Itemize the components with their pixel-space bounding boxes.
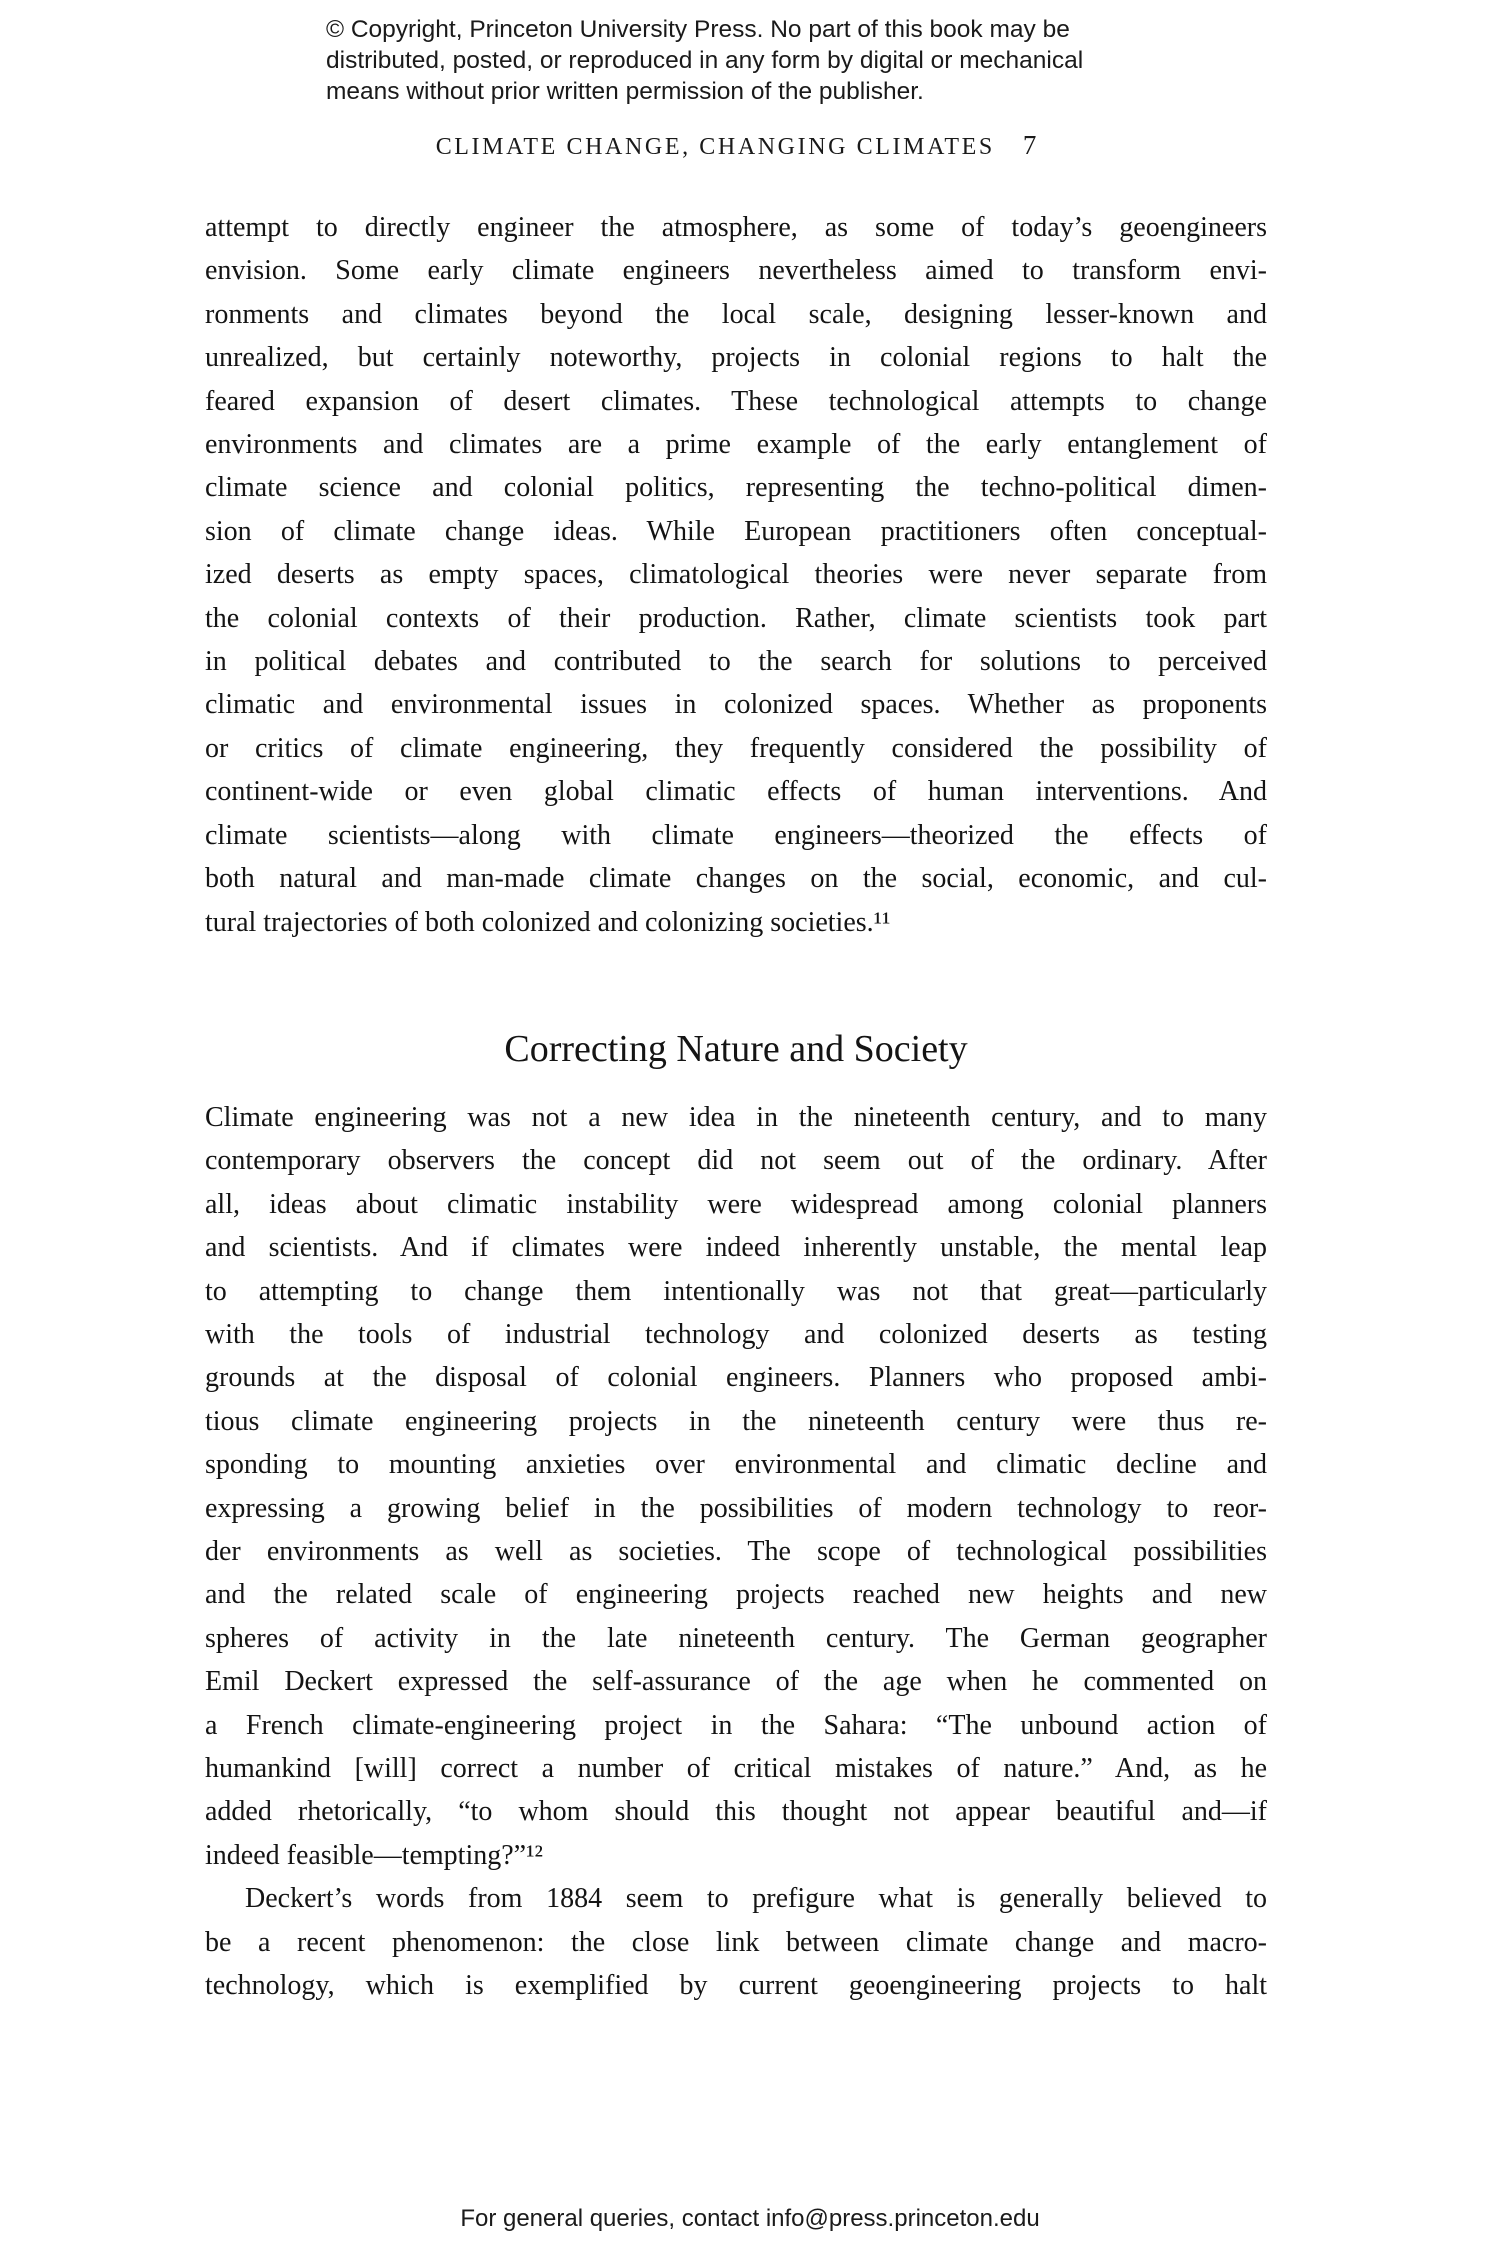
copyright-notice: [326, 14, 1206, 107]
text-line: expressing a growing belief in the possibilities of modern technology to reor-: [205, 1492, 1267, 1524]
text-line: climate scientists—along with climate engineers—theorized the effects of: [205, 819, 1267, 851]
text-line: continent-wide or even global climatic effects of human interventions. And: [205, 776, 1267, 808]
text-line: in political debates and contributed to the search for solutions to perceived: [205, 646, 1267, 678]
text-line: technology, which is exemplified by current geoengineering projects to halt: [205, 1970, 1267, 2002]
text-line: der environments as well as societies. The scope of technological possibilities: [205, 1535, 1267, 1567]
text-line: and scientists. And if climates were indeed inherently unstable, the mental leap: [205, 1232, 1267, 1264]
text-line: Deckert’s words from 1884 seem to prefigure what is generally believed to: [245, 1883, 1267, 1915]
paragraph: [205, 1877, 1267, 2007]
paragraph: [205, 206, 1267, 944]
text-line: tious climate engineering projects in the nineteenth century were thus re-: [205, 1405, 1267, 1437]
text-line: climatic and environmental issues in colonized spaces. Whether as proponents: [205, 689, 1267, 721]
copyright-line: means without prior written permission of the publisher.: [326, 78, 924, 105]
text-line: grounds at the disposal of colonial engineers. Planners who proposed ambi-: [205, 1362, 1267, 1394]
text-line: climate science and colonial politics, representing the techno-political dimen-: [205, 472, 1267, 504]
text-line: environments and climates are a prime example of the early entanglement of: [205, 429, 1267, 461]
text-block: [205, 206, 1267, 2007]
paragraph: [205, 1096, 1267, 1877]
text-line: a French climate-engineering project in the Sahara: “The unbound action of: [205, 1709, 1267, 1741]
text-line: and the related scale of engineering projects reached new heights and new: [205, 1579, 1267, 1611]
text-line: sion of climate change ideas. While European practitioners often conceptual-: [205, 515, 1267, 547]
footer-text: For general queries, contact: [460, 2205, 766, 2232]
text-line: indeed feasible—tempting?”¹²: [205, 1839, 543, 1871]
copyright-line: © Copyright, Princeton University Press. No part of this book may be: [326, 16, 1070, 43]
text-line: feared expansion of desert climates. These technological attempts to change: [205, 385, 1267, 417]
text-line: humankind [will] correct a number of critical mistakes of nature.” And, as he: [205, 1753, 1267, 1784]
text-line: with the tools of industrial technology and colonized deserts as testing: [205, 1318, 1267, 1350]
text-line: sponding to mounting anxieties over environmental and climatic decline and: [205, 1449, 1267, 1481]
running-head: [205, 130, 1267, 161]
text-line: ronments and climates beyond the local scale, designing lesser-known and: [205, 298, 1267, 330]
copyright-line: distributed, posted, or reproduced in any form by digital or mechanical: [326, 47, 1084, 74]
running-head-title: CLIMATE CHANGE, CHANGING CLIMATES: [435, 134, 995, 160]
text-line: added rhetorically, “to whom should this thought not appear beautiful and—if: [205, 1796, 1267, 1828]
text-line: Climate engineering was not a new idea in the nineteenth century, and to many: [205, 1101, 1267, 1133]
text-line: unrealized, but certainly noteworthy, projects in colonial regions to halt the: [205, 342, 1267, 374]
text-line: be a recent phenomenon: the close link between climate change and macro-: [205, 1926, 1267, 1958]
text-line: to attempting to change them intentionally was not that great—particularly: [205, 1275, 1267, 1307]
text-line: tural trajectories of both colonized and colonizing societies.¹¹: [205, 906, 891, 938]
page-footer: [0, 2205, 1500, 2233]
text-line: contemporary observers the concept did not seem out of the ordinary. After: [205, 1145, 1267, 1177]
text-line: the colonial contexts of their production. Rather, climate scientists took part: [205, 602, 1267, 634]
text-line: or critics of climate engineering, they frequently considered the possibility of: [205, 732, 1267, 764]
text-line: attempt to directly engineer the atmosphere, as some of today’s geoengineers: [205, 212, 1267, 243]
page-number: 7: [1022, 130, 1037, 160]
text-line: both natural and man-made climate changes on the social, economic, and cul-: [205, 863, 1267, 895]
text-line: envision. Some early climate engineers nevertheless aimed to transform envi-: [205, 255, 1267, 287]
section-heading: Correcting Nature and Society: [504, 1027, 968, 1070]
text-line: spheres of activity in the late nineteenth century. The German geographer: [205, 1622, 1267, 1654]
text-line: ized deserts as empty spaces, climatological theories were never separate from: [205, 559, 1267, 591]
text-line: Emil Deckert expressed the self-assurance of the age when he commented on: [205, 1666, 1267, 1698]
footer-email-link[interactable]: info@press.princeton.edu: [765, 2205, 1040, 2232]
text-line: all, ideas about climatic instability were widespread among colonial planners: [205, 1188, 1267, 1220]
